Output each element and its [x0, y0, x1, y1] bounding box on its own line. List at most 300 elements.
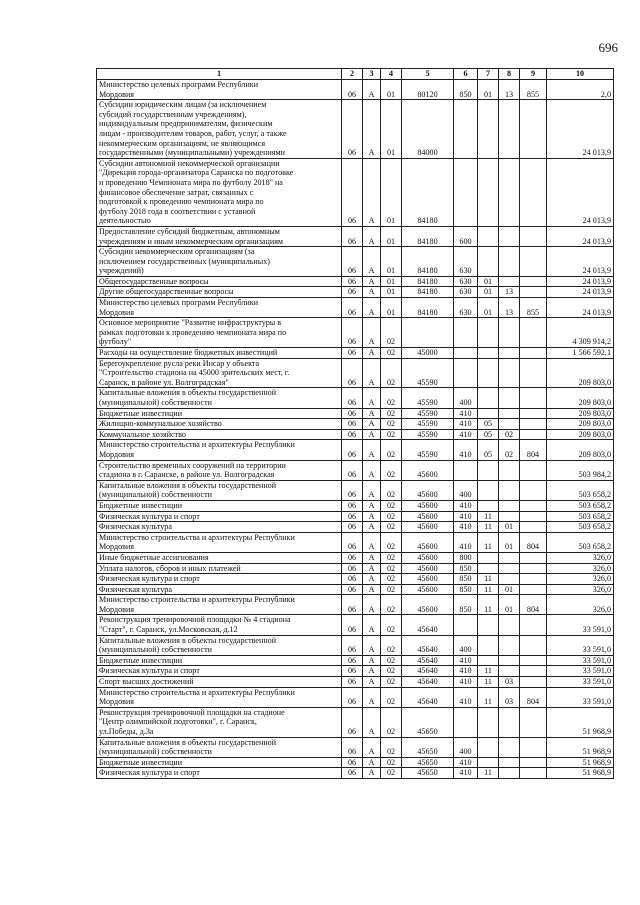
- program-code: 02: [381, 500, 402, 511]
- description-line: Реконструкция тренировочной площадки на стадионе: [99, 707, 285, 717]
- table-row: [97, 677, 614, 688]
- division-code: [478, 563, 499, 574]
- program-code: 01: [381, 298, 402, 318]
- program-code: 02: [381, 440, 402, 460]
- description-line: футболу": [99, 337, 132, 347]
- section-code: 06: [342, 388, 363, 408]
- subsection-code: А: [363, 666, 381, 677]
- division-code: [478, 480, 499, 500]
- section-code: 06: [342, 737, 363, 757]
- amount: 33 591,0: [547, 635, 614, 655]
- amount: 33 591,0: [547, 677, 614, 688]
- target-item-code: 45600: [402, 522, 454, 533]
- row-description: [97, 635, 342, 655]
- subsection-code: А: [363, 429, 381, 440]
- expense-type-code: 850: [454, 584, 478, 595]
- division-code: 11: [478, 584, 499, 595]
- expense-type-code: 600: [454, 226, 478, 246]
- expense-type-code: 410: [454, 522, 478, 533]
- subdivision-code: [499, 408, 520, 419]
- expense-type-code: 410: [454, 429, 478, 440]
- division-code: 01: [478, 276, 499, 287]
- description-line: Мордовия: [99, 449, 135, 459]
- expense-type-code: 410: [454, 500, 478, 511]
- target-item-code: 45600: [402, 532, 454, 552]
- subdivision-code: [499, 500, 520, 511]
- subsection-code: А: [363, 247, 381, 277]
- ministry-code: [520, 429, 547, 440]
- description-line: Капитальные вложения в объекты государственной: [99, 480, 277, 490]
- table-row: [97, 532, 614, 552]
- division-code: [478, 635, 499, 655]
- ministry-code: [520, 100, 547, 159]
- description-line: Физическая культура: [99, 522, 172, 532]
- division-code: [478, 348, 499, 359]
- description-line: лицам - производителям товаров, работ, услуг, а также: [99, 128, 287, 138]
- amount: 209 803,0: [547, 408, 614, 419]
- target-item-code: 45650: [402, 737, 454, 757]
- description-line: Физическая культура: [99, 584, 172, 594]
- target-item-code: 45590: [402, 358, 454, 388]
- subdivision-code: 01: [499, 522, 520, 533]
- program-code: 02: [381, 511, 402, 522]
- table-row: [97, 552, 614, 563]
- ministry-code: [520, 460, 547, 480]
- subsection-code: А: [363, 707, 381, 737]
- table-row: [97, 584, 614, 595]
- table-row: [97, 737, 614, 757]
- row-description: [97, 532, 342, 552]
- program-code: 02: [381, 318, 402, 348]
- column-header: 3: [363, 69, 381, 80]
- subdivision-code: [499, 552, 520, 563]
- expense-type-code: 850: [454, 574, 478, 585]
- target-item-code: 45590: [402, 408, 454, 419]
- section-code: 06: [342, 584, 363, 595]
- amount: 2,0: [547, 80, 614, 100]
- subdivision-code: [499, 460, 520, 480]
- description-line: Жилищно-коммунальное хозяйство: [99, 419, 222, 429]
- description-line: Физическая культура и спорт: [99, 574, 200, 584]
- column-header: 5: [402, 69, 454, 80]
- section-code: 06: [342, 408, 363, 419]
- description-line: Физическая культура и спорт: [99, 511, 200, 521]
- subdivision-code: 01: [499, 584, 520, 595]
- amount: 503 658,2: [547, 500, 614, 511]
- section-code: 06: [342, 480, 363, 500]
- table-row: [97, 100, 614, 159]
- description-line: Строительство временных сооружений на территории: [99, 460, 286, 470]
- division-code: [478, 655, 499, 666]
- subsection-code: А: [363, 615, 381, 635]
- division-code: 01: [478, 80, 499, 100]
- section-code: 06: [342, 532, 363, 552]
- program-code: 01: [381, 247, 402, 277]
- division-code: 05: [478, 419, 499, 430]
- section-code: 06: [342, 615, 363, 635]
- row-description: [97, 226, 342, 246]
- program-code: 02: [381, 460, 402, 480]
- division-code: 11: [478, 677, 499, 688]
- amount: 503 658,2: [547, 522, 614, 533]
- page-number: 696: [598, 40, 618, 55]
- amount: 51 968,9: [547, 757, 614, 768]
- target-item-code: 84180: [402, 276, 454, 287]
- description-line: Уплата налогов, сборов и иных платежей: [99, 563, 241, 573]
- table-row: [97, 574, 614, 585]
- section-code: 06: [342, 158, 363, 226]
- description-line: Мордовия: [99, 307, 135, 317]
- description-line: Капитальные вложения в объекты государственной: [99, 635, 277, 645]
- ministry-code: [520, 757, 547, 768]
- row-description: [97, 358, 342, 388]
- program-code: 02: [381, 757, 402, 768]
- expense-type-code: 400: [454, 737, 478, 757]
- expense-type-code: 630: [454, 287, 478, 298]
- subsection-code: А: [363, 563, 381, 574]
- table-row: [97, 615, 614, 635]
- table-header-row: [97, 69, 614, 80]
- amount: 51 968,9: [547, 737, 614, 757]
- ministry-code: 804: [520, 687, 547, 707]
- table-row: [97, 500, 614, 511]
- program-code: 02: [381, 388, 402, 408]
- subdivision-code: 02: [499, 429, 520, 440]
- division-code: 11: [478, 595, 499, 615]
- section-code: 06: [342, 552, 363, 563]
- target-item-code: 45600: [402, 500, 454, 511]
- program-code: 02: [381, 480, 402, 500]
- row-description: [97, 666, 342, 677]
- subdivision-code: [499, 666, 520, 677]
- program-code: 02: [381, 615, 402, 635]
- target-item-code: 45640: [402, 677, 454, 688]
- target-item-code: 45640: [402, 615, 454, 635]
- target-item-code: 45590: [402, 440, 454, 460]
- subsection-code: А: [363, 158, 381, 226]
- row-description: [97, 429, 342, 440]
- ministry-code: [520, 655, 547, 666]
- table-row: [97, 563, 614, 574]
- expense-type-code: 400: [454, 388, 478, 408]
- description-line: Расходы на осуществление бюджетных инвестиций: [99, 348, 278, 358]
- section-code: 06: [342, 687, 363, 707]
- description-line: "Старт", г. Саранск, ул.Московская, д.12: [99, 625, 238, 635]
- section-code: 06: [342, 247, 363, 277]
- description-line: государственными (муниципальными) учреждениями: [99, 148, 285, 158]
- expense-type-code: [454, 358, 478, 388]
- row-description: [97, 318, 342, 348]
- row-description: [97, 655, 342, 666]
- division-code: [478, 615, 499, 635]
- subsection-code: А: [363, 318, 381, 348]
- amount: 24 013,9: [547, 298, 614, 318]
- division-code: [478, 460, 499, 480]
- subdivision-code: [499, 158, 520, 226]
- subdivision-code: [499, 511, 520, 522]
- program-code: 01: [381, 276, 402, 287]
- amount: 326,0: [547, 563, 614, 574]
- row-description: [97, 247, 342, 277]
- description-line: Мордовия: [99, 604, 135, 614]
- ministry-code: [520, 615, 547, 635]
- section-code: 06: [342, 574, 363, 585]
- section-code: 06: [342, 677, 363, 688]
- ministry-code: [520, 737, 547, 757]
- table-row: [97, 429, 614, 440]
- subdivision-code: [499, 100, 520, 159]
- ministry-code: 804: [520, 440, 547, 460]
- description-line: Министерство целевых программ Республики: [99, 298, 259, 308]
- amount: 503 658,2: [547, 480, 614, 500]
- section-code: 06: [342, 80, 363, 100]
- ministry-code: [520, 574, 547, 585]
- row-description: [97, 552, 342, 563]
- section-code: 06: [342, 522, 363, 533]
- program-code: 02: [381, 677, 402, 688]
- target-item-code: 45650: [402, 757, 454, 768]
- table-row: [97, 666, 614, 677]
- amount: 326,0: [547, 574, 614, 585]
- table-row: [97, 276, 614, 287]
- description-line: (муниципальной) собственности: [99, 490, 212, 500]
- subsection-code: А: [363, 677, 381, 688]
- division-code: [478, 226, 499, 246]
- division-code: 11: [478, 511, 499, 522]
- column-header: 6: [454, 69, 478, 80]
- row-description: [97, 298, 342, 318]
- program-code: 02: [381, 563, 402, 574]
- ministry-code: 804: [520, 595, 547, 615]
- subsection-code: А: [363, 419, 381, 430]
- subsection-code: А: [363, 574, 381, 585]
- program-code: 02: [381, 635, 402, 655]
- amount: 24 013,9: [547, 276, 614, 287]
- program-code: 01: [381, 100, 402, 159]
- expense-type-code: 800: [454, 552, 478, 563]
- subdivision-code: 13: [499, 287, 520, 298]
- section-code: 06: [342, 226, 363, 246]
- subsection-code: А: [363, 80, 381, 100]
- subsection-code: А: [363, 757, 381, 768]
- row-description: [97, 100, 342, 159]
- amount: 503 658,2: [547, 532, 614, 552]
- table-row: [97, 511, 614, 522]
- table-row: [97, 655, 614, 666]
- expense-type-code: 630: [454, 276, 478, 287]
- subdivision-code: 13: [499, 298, 520, 318]
- division-code: [478, 318, 499, 348]
- amount: 209 803,0: [547, 429, 614, 440]
- division-code: [478, 500, 499, 511]
- table-row: [97, 226, 614, 246]
- table-row: [97, 287, 614, 298]
- program-code: 01: [381, 287, 402, 298]
- row-description: [97, 584, 342, 595]
- ministry-code: [520, 677, 547, 688]
- expense-type-code: 630: [454, 298, 478, 318]
- row-description: [97, 768, 342, 779]
- target-item-code: 45600: [402, 595, 454, 615]
- description-line: Мордовия: [99, 697, 135, 707]
- division-code: 11: [478, 574, 499, 585]
- ministry-code: [520, 480, 547, 500]
- expense-type-code: 410: [454, 419, 478, 430]
- target-item-code: 45600: [402, 584, 454, 595]
- division-code: 11: [478, 522, 499, 533]
- subsection-code: А: [363, 687, 381, 707]
- section-code: 06: [342, 348, 363, 359]
- expense-type-code: 410: [454, 677, 478, 688]
- ministry-code: [520, 563, 547, 574]
- subsection-code: А: [363, 298, 381, 318]
- expense-type-code: [454, 158, 478, 226]
- description-line: Бюджетные инвестиции: [99, 655, 183, 665]
- program-code: 02: [381, 737, 402, 757]
- description-line: Мордовия: [99, 542, 135, 552]
- target-item-code: 45600: [402, 460, 454, 480]
- description-line: подготовкой к проведению чемпионата мира по: [99, 197, 264, 207]
- subsection-code: А: [363, 768, 381, 779]
- expense-type-code: [454, 707, 478, 737]
- amount: 33 591,0: [547, 655, 614, 666]
- description-line: стадиона в г. Саранске, в районе ул. Волгоградская: [99, 470, 275, 480]
- table-row: [97, 687, 614, 707]
- table-row: [97, 635, 614, 655]
- description-line: рамках подготовки к проведению чемпионата мира по: [99, 327, 287, 337]
- target-item-code: 45600: [402, 480, 454, 500]
- target-item-code: 80120: [402, 80, 454, 100]
- description-line: Капитальные вложения в объекты государственной: [99, 737, 277, 747]
- row-description: [97, 595, 342, 615]
- budget-table: [96, 68, 614, 779]
- section-code: 06: [342, 460, 363, 480]
- ministry-code: [520, 247, 547, 277]
- program-code: 01: [381, 80, 402, 100]
- subdivision-code: [499, 226, 520, 246]
- subdivision-code: [499, 480, 520, 500]
- subsection-code: А: [363, 440, 381, 460]
- row-description: [97, 500, 342, 511]
- row-description: [97, 522, 342, 533]
- subsection-code: А: [363, 552, 381, 563]
- row-description: [97, 80, 342, 100]
- description-line: финансовое обеспечение затрат, связанных с: [99, 187, 254, 197]
- target-item-code: 45600: [402, 552, 454, 563]
- subdivision-code: [499, 635, 520, 655]
- expense-type-code: 850: [454, 563, 478, 574]
- description-line: Физическая культура и спорт: [99, 768, 200, 778]
- table-row: [97, 408, 614, 419]
- target-item-code: 45000: [402, 348, 454, 359]
- division-code: [478, 408, 499, 419]
- subdivision-code: 03: [499, 677, 520, 688]
- ministry-code: [520, 287, 547, 298]
- ministry-code: 804: [520, 532, 547, 552]
- division-code: 01: [478, 298, 499, 318]
- column-header: 9: [520, 69, 547, 80]
- description-line: исключением государственных (муниципальных): [99, 256, 270, 266]
- program-code: 02: [381, 408, 402, 419]
- target-item-code: 45600: [402, 511, 454, 522]
- section-code: 06: [342, 595, 363, 615]
- amount: 24 013,9: [547, 158, 614, 226]
- ministry-code: [520, 276, 547, 287]
- section-code: 06: [342, 429, 363, 440]
- subdivision-code: [499, 247, 520, 277]
- section-code: 06: [342, 276, 363, 287]
- section-code: 06: [342, 298, 363, 318]
- expense-type-code: [454, 348, 478, 359]
- program-code: 02: [381, 532, 402, 552]
- expense-type-code: 410: [454, 757, 478, 768]
- row-description: [97, 574, 342, 585]
- section-code: 06: [342, 707, 363, 737]
- column-header: 10: [547, 69, 614, 80]
- subsection-code: А: [363, 276, 381, 287]
- table-row: [97, 348, 614, 359]
- description-line: футболу 2018 года в соответствии с уставной: [99, 206, 256, 216]
- expense-type-code: 400: [454, 480, 478, 500]
- amount: 209 803,0: [547, 419, 614, 430]
- ministry-code: [520, 584, 547, 595]
- target-item-code: 45590: [402, 419, 454, 430]
- section-code: 06: [342, 666, 363, 677]
- amount: 51 968,9: [547, 707, 614, 737]
- division-code: 11: [478, 532, 499, 552]
- target-item-code: 84180: [402, 298, 454, 318]
- subsection-code: А: [363, 584, 381, 595]
- division-code: [478, 100, 499, 159]
- row-description: [97, 687, 342, 707]
- description-line: Коммунальное хозяйство: [99, 429, 186, 439]
- row-description: [97, 287, 342, 298]
- column-header: 1: [97, 69, 342, 80]
- division-code: [478, 757, 499, 768]
- target-item-code: 84180: [402, 247, 454, 277]
- amount: 1 566 592,1: [547, 348, 614, 359]
- expense-type-code: 410: [454, 408, 478, 419]
- target-item-code: 45650: [402, 707, 454, 737]
- amount: 24 013,9: [547, 247, 614, 277]
- column-header: 4: [381, 69, 402, 80]
- program-code: 01: [381, 158, 402, 226]
- subdivision-code: [499, 655, 520, 666]
- row-description: [97, 419, 342, 430]
- amount: 326,0: [547, 552, 614, 563]
- subdivision-code: 02: [499, 440, 520, 460]
- table-row: [97, 158, 614, 226]
- subdivision-code: 01: [499, 595, 520, 615]
- ministry-code: [520, 358, 547, 388]
- target-item-code: 45600: [402, 563, 454, 574]
- table-row: [97, 460, 614, 480]
- program-code: 02: [381, 348, 402, 359]
- table-row: [97, 480, 614, 500]
- description-line: Министерство строительства и архитектуры Республики: [99, 595, 295, 605]
- ministry-code: [520, 226, 547, 246]
- row-description: [97, 480, 342, 500]
- description-line: Субсидии юридическим лицам (за исключением: [99, 100, 267, 110]
- description-line: Министерство строительства и архитектуры Республики: [99, 532, 295, 542]
- expense-type-code: [454, 100, 478, 159]
- description-line: Министерство целевых программ Республики: [99, 80, 259, 89]
- description-line: деятельностью: [99, 216, 151, 226]
- table-row: [97, 440, 614, 460]
- description-line: субсидий государственным учреждениям),: [99, 109, 247, 119]
- description-line: Предоставление субсидий бюджетным, автономным: [99, 226, 280, 236]
- target-item-code: 84180: [402, 226, 454, 246]
